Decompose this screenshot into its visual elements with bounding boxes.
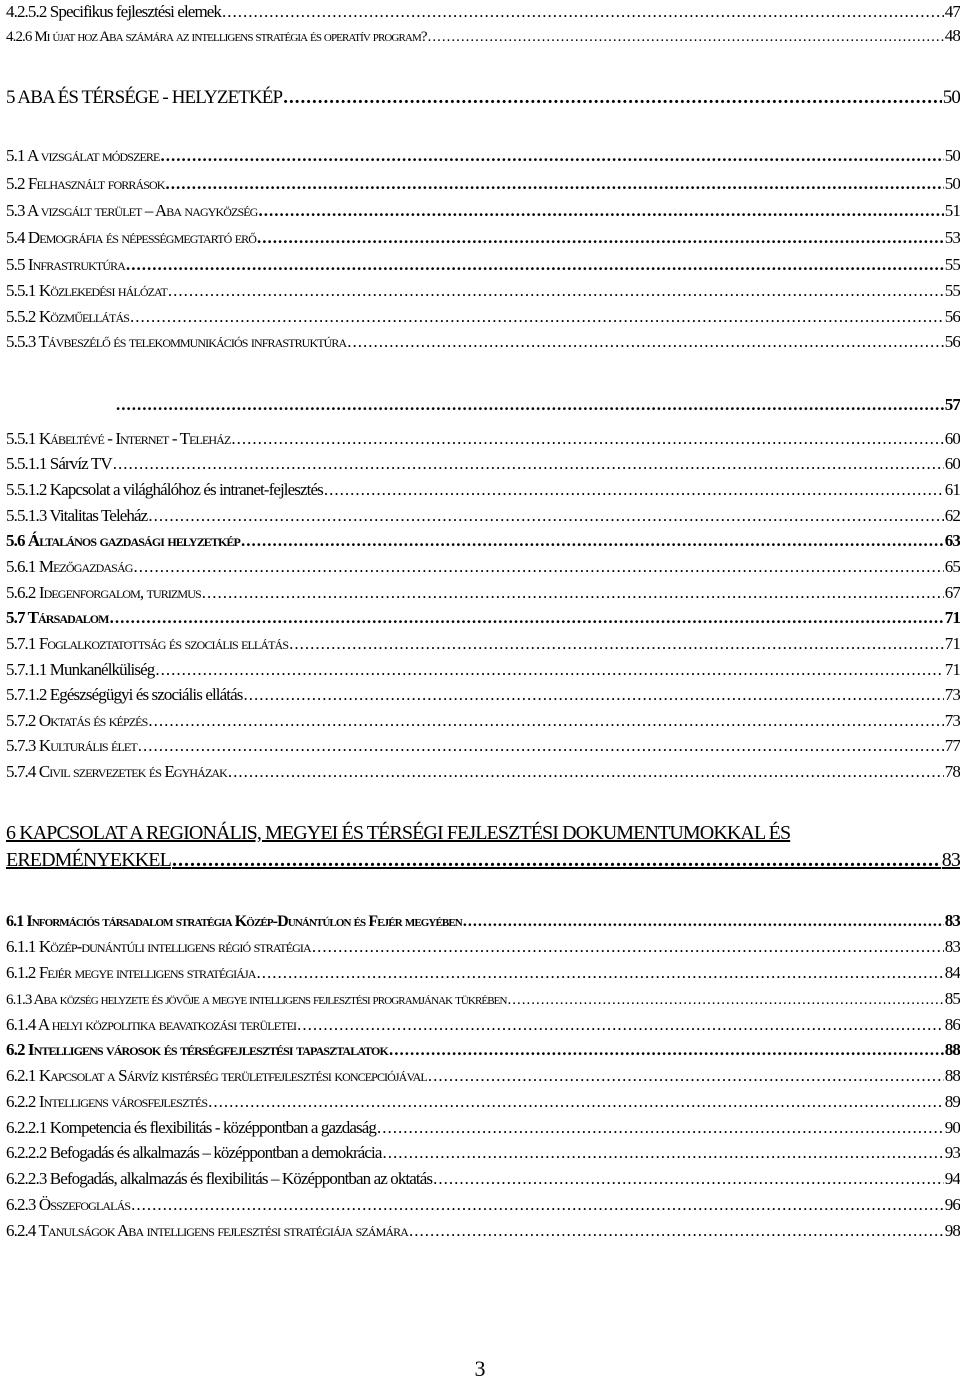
toc-entry-label: 6.2.1 Kapcsolat a Sárvíz kistérség területfejlesztési koncepciójával bbox=[6, 1066, 427, 1085]
toc-entry[interactable] bbox=[6, 199, 960, 223]
toc-entry-page: 50 bbox=[944, 146, 960, 165]
toc-leader-dots bbox=[324, 478, 944, 502]
toc-entry-label: 5.5.3 Távbeszélő és telekommunikációs infrastruktúra bbox=[6, 332, 347, 351]
toc-leader-dots bbox=[166, 172, 944, 196]
toc-entry-label: 6.2 Intelligens városok és térségfejlesztési tapasztalatok bbox=[6, 1040, 388, 1059]
toc-entry-label: 5.6.2 Idegenforgalom, turizmus bbox=[6, 583, 201, 602]
toc-leader-dots bbox=[138, 734, 944, 758]
toc-entry[interactable] bbox=[6, 226, 960, 250]
toc-entry-label: 5.7.4 Civil szervezetek és Egyházak bbox=[6, 762, 227, 781]
toc-entry[interactable] bbox=[6, 1013, 960, 1037]
toc-entry[interactable] bbox=[6, 709, 960, 733]
toc-entry-page: 63 bbox=[944, 531, 960, 550]
toc-leader-dots bbox=[463, 910, 944, 934]
toc-entry[interactable] bbox=[6, 987, 960, 1011]
toc-entry-page: 73 bbox=[944, 711, 960, 730]
toc-entry-page: 86 bbox=[944, 1015, 960, 1034]
toc-entry[interactable] bbox=[6, 24, 960, 48]
toc-entry-page: 71 bbox=[944, 608, 960, 627]
toc-entry-label: 5.6.1 Mezőgazdaság bbox=[6, 557, 133, 576]
toc-entry[interactable] bbox=[6, 529, 960, 553]
toc-leader-dots bbox=[208, 1090, 944, 1114]
toc-leader-dots bbox=[241, 529, 944, 553]
toc-entry-page: 53 bbox=[944, 228, 960, 247]
toc-leader-dots bbox=[428, 25, 944, 49]
toc-leader-dots bbox=[289, 632, 944, 656]
toc-entry[interactable] bbox=[6, 683, 960, 707]
toc-leader-dots bbox=[433, 1167, 944, 1191]
page-number: 3 bbox=[474, 1356, 486, 1381]
toc-entry-label: 5.5.1 Kábeltévé - Internet - Teleház bbox=[6, 429, 231, 448]
toc-entry-label: 5.6 Általános gazdasági helyzetkép bbox=[6, 531, 240, 550]
toc-entry-page: 73 bbox=[944, 685, 960, 704]
toc-entry[interactable] bbox=[6, 909, 960, 933]
toc-entry[interactable] bbox=[6, 734, 960, 758]
toc-entry-label: 6.2.2.3 Befogadás, alkalmazás és flexibilitás – Középpontban az oktatás bbox=[6, 1169, 433, 1188]
toc-leader-dots bbox=[155, 658, 943, 682]
toc-entry-page: 65 bbox=[944, 557, 960, 576]
toc-entry[interactable] bbox=[6, 555, 960, 579]
toc-entry[interactable] bbox=[6, 1141, 960, 1165]
toc-entry-page: 67 bbox=[944, 583, 960, 602]
toc-entry[interactable] bbox=[6, 0, 960, 24]
toc-leader-dots bbox=[243, 683, 943, 707]
toc-leader-dots bbox=[202, 581, 944, 605]
toc-leader-dots bbox=[126, 253, 944, 277]
toc-entry[interactable] bbox=[6, 581, 960, 605]
toc-entry-page: 94 bbox=[944, 1169, 960, 1188]
toc-entry[interactable] bbox=[6, 961, 960, 985]
toc-leader-dots bbox=[113, 452, 944, 476]
toc-entry[interactable] bbox=[6, 427, 960, 451]
toc-entry[interactable] bbox=[6, 658, 960, 682]
toc-entry-page: 71 bbox=[944, 660, 960, 679]
toc-leader-dots bbox=[131, 1193, 944, 1217]
toc-orphan-entry[interactable] bbox=[115, 393, 960, 417]
toc-entry-page: 56 bbox=[944, 332, 960, 351]
toc-entry[interactable] bbox=[6, 1116, 960, 1140]
toc-entry-page: 50 bbox=[942, 87, 960, 108]
toc-entry-page: 83 bbox=[944, 911, 960, 930]
toc-entry-page: 83 bbox=[941, 849, 960, 871]
toc-entry-page: 88 bbox=[944, 1066, 960, 1085]
toc-entry[interactable] bbox=[6, 504, 960, 528]
toc-entry-label: 6.2.2 Intelligens városfejlesztés bbox=[6, 1092, 208, 1111]
toc-entry-page: 89 bbox=[944, 1092, 960, 1111]
toc-entry-page: 96 bbox=[944, 1195, 960, 1214]
toc-leader-dots bbox=[409, 1219, 944, 1243]
toc-leader-dots bbox=[116, 393, 944, 417]
toc-entry-label: 6.2.3 Összefoglalás bbox=[6, 1195, 131, 1214]
toc-entry[interactable] bbox=[6, 305, 960, 329]
toc-entry[interactable] bbox=[6, 452, 960, 476]
toc-entry-page: 50 bbox=[944, 174, 960, 193]
toc-entry-page: 60 bbox=[944, 429, 960, 448]
toc-entry-label: 4.2.6 Mi újat hoz Aba számára az intelligens stratégia és operatív program? bbox=[6, 29, 427, 45]
toc-entry-label: 5.5.1.2 Kapcsolat a világhálóhoz és intranet-fejlesztés bbox=[6, 480, 323, 499]
toc-entry[interactable] bbox=[6, 1064, 960, 1088]
toc-leader-dots bbox=[110, 606, 944, 630]
toc-leader-dots bbox=[257, 961, 944, 985]
toc-leader-dots bbox=[347, 330, 944, 354]
toc-leader-dots bbox=[312, 935, 944, 959]
toc-entry-label: 6.1.2 Fejér megye intelligens stratégiája bbox=[6, 963, 256, 982]
toc-entry-page: 98 bbox=[944, 1221, 960, 1240]
toc-entry-page: 77 bbox=[944, 736, 960, 755]
toc-entry[interactable] bbox=[6, 760, 960, 784]
toc-entry-page: 48 bbox=[944, 26, 960, 45]
toc-entry-label: 6.1.1 Közép-dunántúli intelligens régió stratégia bbox=[6, 937, 311, 956]
toc-entry-label: 5.5.2 Közműellátás bbox=[6, 307, 129, 326]
toc-entry[interactable] bbox=[6, 1038, 960, 1062]
toc-entry[interactable] bbox=[6, 1167, 960, 1191]
toc-entry-label: 5.5 Infrastruktúra bbox=[6, 255, 125, 274]
toc-entry-page: 47 bbox=[944, 2, 960, 21]
toc-entry-label: 5.7.1.2 Egészségügyi és szociális ellátás bbox=[6, 685, 243, 704]
toc-entry-label: 5.7.1.1 Munkanélküliség bbox=[6, 660, 155, 679]
toc-entry-label: 5.1 A vizsgálat módszere bbox=[6, 146, 160, 165]
toc-leader-dots bbox=[222, 0, 944, 24]
toc-entry[interactable] bbox=[6, 935, 960, 959]
toc-entry[interactable] bbox=[6, 632, 960, 656]
toc-entry-label: 6.2.2.2 Befogadás és alkalmazás – középpontban a demokrácia bbox=[6, 1143, 382, 1162]
toc-leader-dots bbox=[160, 144, 943, 168]
toc-entry[interactable] bbox=[6, 606, 960, 630]
toc-chapter-entry-line1[interactable] bbox=[6, 821, 960, 845]
toc-leader-dots bbox=[148, 709, 943, 733]
toc-leader-dots bbox=[258, 199, 943, 223]
toc-entry[interactable] bbox=[6, 1219, 960, 1243]
toc-entry-label: 6.1.3 Aba község helyzete és jövője a megye intelligens fejlesztési programjának tükrében bbox=[6, 992, 507, 1008]
toc-entry[interactable] bbox=[6, 1090, 960, 1114]
toc-entry-label: 5.7 Társadalom bbox=[6, 608, 109, 627]
toc-entry-page: 57 bbox=[944, 395, 960, 414]
toc-leader-dots bbox=[231, 427, 943, 451]
toc-entry[interactable] bbox=[6, 1193, 960, 1217]
toc-leader-dots bbox=[283, 86, 942, 110]
toc-leader-dots bbox=[383, 1141, 944, 1165]
toc-chapter-entry-line2[interactable] bbox=[6, 848, 960, 872]
toc-entry-page: 56 bbox=[944, 307, 960, 326]
toc-entry-label: EREDMÉNYEKKEL bbox=[6, 849, 171, 871]
toc-entry-label: 5 ABA ÉS TÉRSÉGE - HELYZETKÉP bbox=[6, 87, 283, 108]
toc-entry-page: 93 bbox=[944, 1143, 960, 1162]
toc-entry-page: 55 bbox=[944, 281, 960, 300]
toc-entry[interactable] bbox=[6, 144, 960, 168]
toc-leader-dots bbox=[168, 279, 944, 303]
toc-entry[interactable] bbox=[6, 253, 960, 277]
toc-entry-page: 85 bbox=[944, 989, 960, 1008]
toc-entry-page: 88 bbox=[944, 1040, 960, 1059]
toc-entry-page: 84 bbox=[944, 963, 960, 982]
toc-entry-page: 78 bbox=[944, 762, 960, 781]
toc-entry[interactable] bbox=[6, 478, 960, 502]
toc-chapter-entry[interactable] bbox=[6, 86, 960, 110]
toc-entry-label: 5.7.3 Kulturális élet bbox=[6, 736, 137, 755]
toc-entry-label: 5.5.1.1 Sárvíz TV bbox=[6, 454, 112, 473]
toc-leader-dots bbox=[297, 1013, 944, 1037]
toc-entry-page: 55 bbox=[944, 255, 960, 274]
toc-entry-label: 5.7.1 Foglalkoztatottság és szociális ellátás bbox=[6, 634, 289, 653]
toc-entry-label: 5.3 A vizsgált terület – Aba nagyközség bbox=[6, 201, 258, 220]
toc-entry-page: 61 bbox=[944, 480, 960, 499]
toc-leader-dots bbox=[130, 305, 944, 329]
toc-leader-dots bbox=[377, 1116, 944, 1140]
toc-entry-label: 6.1.4 A helyi közpolitika beavatkozási területei bbox=[6, 1015, 297, 1034]
toc-entry[interactable] bbox=[6, 330, 960, 354]
toc-leader-dots bbox=[228, 760, 944, 784]
toc-entry-page: 71 bbox=[944, 634, 960, 653]
toc-entry-page: 83 bbox=[944, 937, 960, 956]
toc-entry-page: 90 bbox=[944, 1118, 960, 1137]
toc-leader-dots bbox=[134, 555, 944, 579]
toc-entry-label: 6.2.4 Tanulságok Aba intelligens fejlesztési stratégiája számára bbox=[6, 1221, 408, 1240]
toc-entry-label: 6.2.2.1 Kompetencia és flexibilitás - középpontban a gazdaság bbox=[6, 1118, 376, 1137]
toc-entry-label: 5.7.2 Oktatás és képzés bbox=[6, 711, 148, 730]
toc-entry-label: 4.2.5.2 Specifikus fejlesztési elemek bbox=[6, 2, 222, 21]
toc-entry-page: 51 bbox=[944, 201, 960, 220]
toc-leader-dots bbox=[389, 1038, 944, 1062]
toc-entry-label: 5.5.1 Közlekedési hálózat bbox=[6, 281, 167, 300]
toc-leader-dots bbox=[257, 226, 944, 250]
toc-leader-dots bbox=[148, 504, 943, 528]
toc-entry[interactable] bbox=[6, 172, 960, 196]
toc-entry-label: 5.4 Demográfia és népességmegtartó erő bbox=[6, 228, 256, 247]
toc-entry-label: 5.2 Felhasznált források bbox=[6, 174, 165, 193]
toc-entry-label: 6 KAPCSOLAT A REGIONÁLIS, MEGYEI ÉS TÉRSÉGI FEJLESZTÉSI DOKUMENTUMOKKAL ÉS bbox=[6, 822, 791, 844]
toc-entry[interactable] bbox=[6, 279, 960, 303]
toc-entry-page: 62 bbox=[944, 506, 960, 525]
toc-leader-dots bbox=[172, 848, 941, 872]
toc-entry-label: 5.5.1.3 Vitalitas Teleház bbox=[6, 506, 148, 525]
toc-entry-label: 6.1 Információs társadalom stratégia Közép-Dunántúlon és Fejér megyében bbox=[6, 913, 462, 930]
toc-leader-dots bbox=[428, 1064, 944, 1088]
toc-leader-dots bbox=[508, 988, 944, 1012]
toc-entry-page: 60 bbox=[944, 454, 960, 473]
